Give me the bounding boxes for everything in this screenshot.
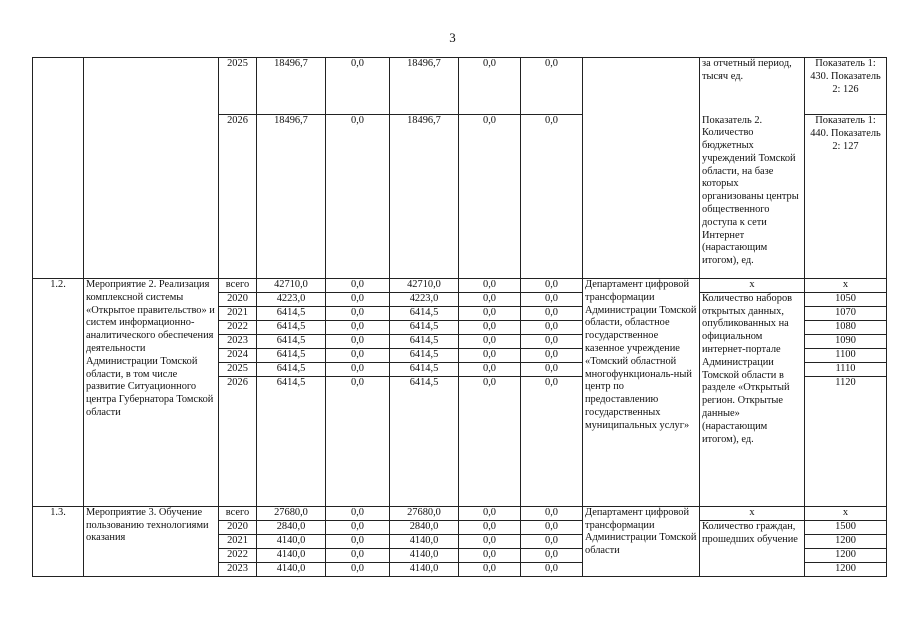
extra-cell: 0,0: [521, 506, 583, 520]
fed-cell: 0,0: [326, 348, 390, 362]
fed-cell: 0,0: [326, 115, 390, 279]
measure-name-cell: Мероприятие 2. Реализация комплексной системы «Открытое правительство» и систем информационно-аналитического обеспечения деятельности Администрации Томской области, в том числе развитие Ситуационного центра Губернатора Томской области: [84, 279, 219, 507]
total-cell: 6414,5: [257, 376, 326, 506]
total-cell: 6414,5: [257, 348, 326, 362]
extra-cell: 0,0: [521, 362, 583, 376]
indicator-value-cell: 1050: [805, 292, 887, 306]
reg-cell: 6414,5: [390, 306, 459, 320]
fed-cell: 0,0: [326, 306, 390, 320]
local-cell: 0,0: [459, 320, 521, 334]
executor-cell: Департамент цифровой трансформации Администрации Томской области: [583, 506, 700, 576]
reg-cell: 6414,5: [390, 376, 459, 506]
year-cell: 2026: [219, 376, 257, 506]
extra-cell: 0,0: [521, 115, 583, 279]
row-num-cell: 1.3.: [33, 506, 84, 576]
year-cell: 2025: [219, 58, 257, 115]
total-cell: 4140,0: [257, 562, 326, 576]
fed-cell: 0,0: [326, 58, 390, 115]
local-cell: 0,0: [459, 334, 521, 348]
extra-cell: 0,0: [521, 376, 583, 506]
indicator-cell: Количество граждан, прошедших обучение: [700, 520, 805, 576]
indicator-cell: Количество наборов открытых данных, опубликованных на официальном интернет-портале Администрации Томской области в разделе «Открытый регион. Открытые данные» (нарастающим итогом), ед.: [700, 292, 805, 506]
year-cell: 2025: [219, 362, 257, 376]
extra-cell: 0,0: [521, 520, 583, 534]
extra-cell: 0,0: [521, 548, 583, 562]
extra-cell: 0,0: [521, 562, 583, 576]
extra-cell: 0,0: [521, 279, 583, 293]
fed-cell: 0,0: [326, 292, 390, 306]
reg-cell: 4140,0: [390, 534, 459, 548]
table-row: [33, 58, 887, 115]
local-cell: 0,0: [459, 115, 521, 279]
local-cell: 0,0: [459, 376, 521, 506]
year-cell: 2023: [219, 334, 257, 348]
fed-cell: 0,0: [326, 362, 390, 376]
year-cell: 2021: [219, 534, 257, 548]
reg-cell: 6414,5: [390, 334, 459, 348]
year-cell: всего: [219, 279, 257, 293]
total-cell: 2840,0: [257, 520, 326, 534]
fed-cell: 0,0: [326, 562, 390, 576]
local-cell: 0,0: [459, 306, 521, 320]
total-cell: 42710,0: [257, 279, 326, 293]
local-cell: 0,0: [459, 362, 521, 376]
local-cell: 0,0: [459, 534, 521, 548]
table-row: [33, 506, 887, 520]
fed-cell: 0,0: [326, 534, 390, 548]
local-cell: 0,0: [459, 506, 521, 520]
reg-cell: 2840,0: [390, 520, 459, 534]
year-cell: всего: [219, 506, 257, 520]
extra-cell: 0,0: [521, 306, 583, 320]
total-cell: 4223,0: [257, 292, 326, 306]
row-num-cell: 1.2.: [33, 279, 84, 507]
extra-cell: 0,0: [521, 334, 583, 348]
indicator-cell: х: [700, 279, 805, 293]
reg-cell: 42710,0: [390, 279, 459, 293]
total-cell: 4140,0: [257, 534, 326, 548]
reg-cell: 4140,0: [390, 548, 459, 562]
year-cell: 2026: [219, 115, 257, 279]
indicator-value-cell: 1100: [805, 348, 887, 362]
indicator-value-cell: Показатель 1: 440. Показатель 2: 127: [805, 115, 887, 279]
extra-cell: 0,0: [521, 348, 583, 362]
row-name-cell: [84, 58, 219, 279]
fed-cell: 0,0: [326, 520, 390, 534]
indicator-value-cell: 1080: [805, 320, 887, 334]
reg-cell: 6414,5: [390, 320, 459, 334]
indicator-value-cell: х: [805, 506, 887, 520]
reg-cell: 27680,0: [390, 506, 459, 520]
total-cell: 6414,5: [257, 320, 326, 334]
program-table: [32, 57, 887, 577]
local-cell: 0,0: [459, 562, 521, 576]
measure-name-cell: Мероприятие 3. Обучение пользованию технологиями оказания: [84, 506, 219, 576]
total-cell: 18496,7: [257, 115, 326, 279]
table-row: [33, 279, 887, 293]
indicator-cell: х: [700, 506, 805, 520]
reg-cell: 4223,0: [390, 292, 459, 306]
executor-cell: Департамент цифровой трансформации Администрации Томской области, областное государственное казенное учреждение «Томский областной многофункциональ-ный центр по предоставлению государственных муниципальных услуг»: [583, 279, 700, 507]
indicator-value-cell: 1110: [805, 362, 887, 376]
reg-cell: 18496,7: [390, 115, 459, 279]
indicator-value-cell: 1070: [805, 306, 887, 320]
year-cell: 2023: [219, 562, 257, 576]
local-cell: 0,0: [459, 279, 521, 293]
total-cell: 6414,5: [257, 334, 326, 348]
extra-cell: 0,0: [521, 292, 583, 306]
local-cell: 0,0: [459, 548, 521, 562]
fed-cell: 0,0: [326, 506, 390, 520]
year-cell: 2020: [219, 520, 257, 534]
fed-cell: 0,0: [326, 320, 390, 334]
indicator-value-cell: Показатель 1: 430. Показатель 2: 126: [805, 58, 887, 115]
fed-cell: 0,0: [326, 376, 390, 506]
year-cell: 2022: [219, 548, 257, 562]
local-cell: 0,0: [459, 520, 521, 534]
page-number: 3: [449, 30, 456, 45]
year-cell: 2020: [219, 292, 257, 306]
reg-cell: 6414,5: [390, 348, 459, 362]
total-cell: 4140,0: [257, 548, 326, 562]
local-cell: 0,0: [459, 292, 521, 306]
year-cell: 2021: [219, 306, 257, 320]
fed-cell: 0,0: [326, 548, 390, 562]
reg-cell: 18496,7: [390, 58, 459, 115]
indicator-value-cell: 1200: [805, 548, 887, 562]
indicator-cell: Показатель 2. Количество бюджетных учреждений Томской области, на базе которых организованы центры общественного доступа к сети Интернет (нарастающим итогом), ед.: [700, 115, 805, 279]
extra-cell: 0,0: [521, 534, 583, 548]
indicator-value-cell: 1500: [805, 520, 887, 534]
year-cell: 2024: [219, 348, 257, 362]
year-cell: 2022: [219, 320, 257, 334]
fed-cell: 0,0: [326, 334, 390, 348]
executor-cell: [583, 58, 700, 279]
total-cell: 6414,5: [257, 306, 326, 320]
local-cell: 0,0: [459, 58, 521, 115]
indicator-value-cell: 1090: [805, 334, 887, 348]
reg-cell: 6414,5: [390, 362, 459, 376]
extra-cell: 0,0: [521, 320, 583, 334]
total-cell: 27680,0: [257, 506, 326, 520]
total-cell: 18496,7: [257, 58, 326, 115]
indicator-value-cell: х: [805, 279, 887, 293]
indicator-value-cell: 1200: [805, 534, 887, 548]
indicator-value-cell: 1120: [805, 376, 887, 506]
indicator-value-cell: 1200: [805, 562, 887, 576]
reg-cell: 4140,0: [390, 562, 459, 576]
fed-cell: 0,0: [326, 279, 390, 293]
indicator-cell: за отчетный период, тысяч ед.: [700, 58, 805, 115]
local-cell: 0,0: [459, 348, 521, 362]
total-cell: 6414,5: [257, 362, 326, 376]
extra-cell: 0,0: [521, 58, 583, 115]
row-num-cell: [33, 58, 84, 279]
